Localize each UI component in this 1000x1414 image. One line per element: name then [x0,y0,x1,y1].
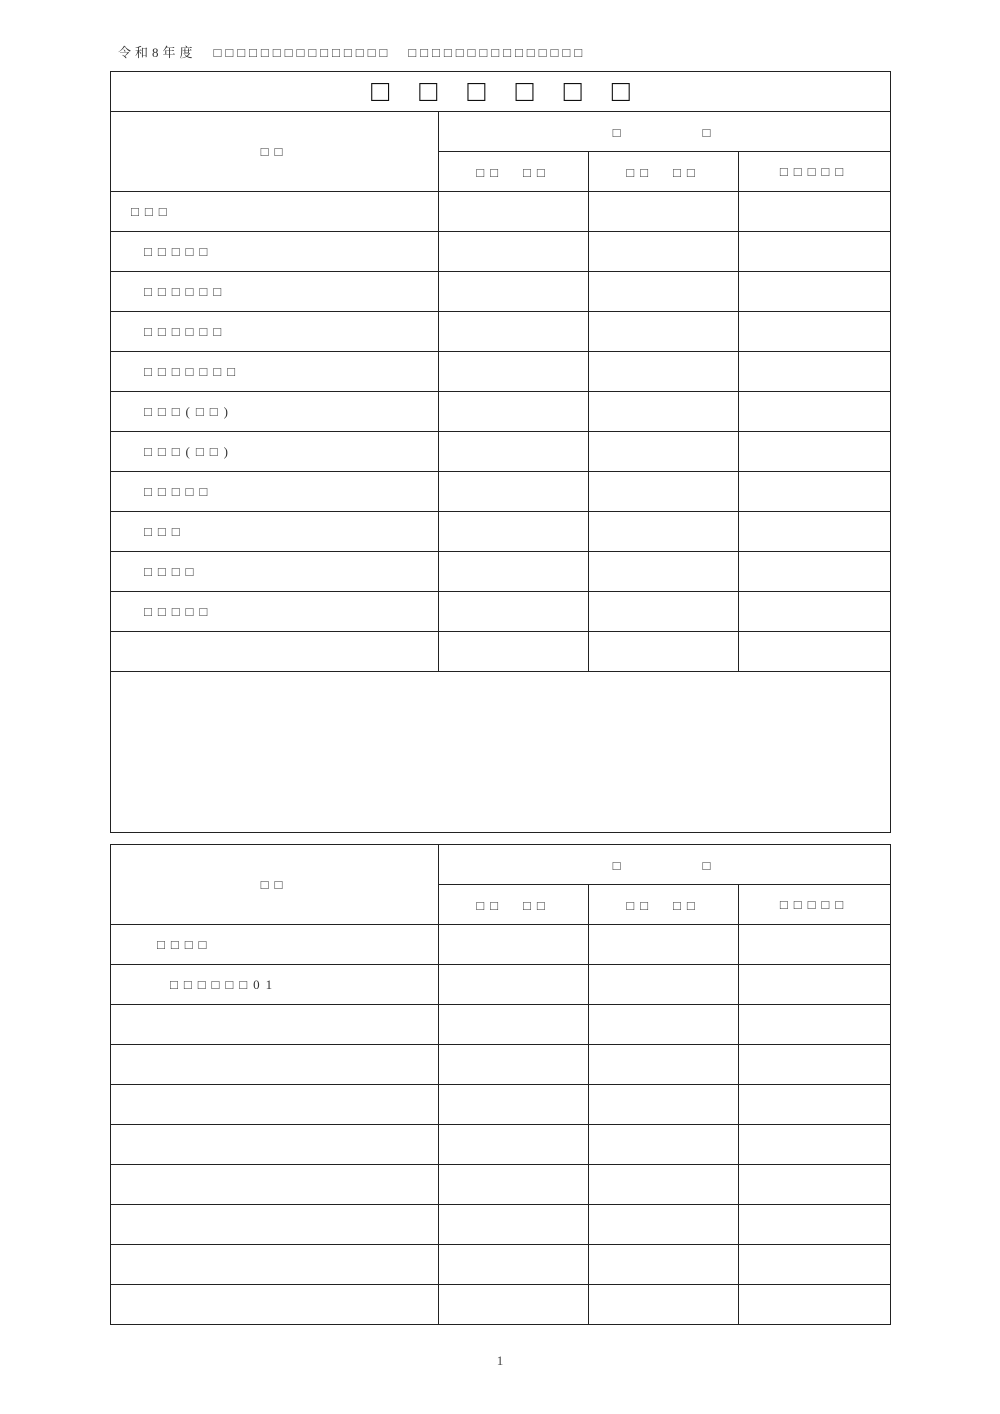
row-label: □□□□ [111,925,439,965]
table-row [111,272,891,312]
table-row [111,1045,891,1085]
table-row [111,965,891,1005]
document-header: 令和8年度 □□□□□□□□□□□□□□□ □□□□□□□□□□□□□□□ [118,45,587,60]
amount-cell[interactable] [439,272,589,312]
row-label [111,1205,439,1245]
amount-cell[interactable] [589,432,739,472]
row-label [111,1245,439,1285]
amount-cell[interactable] [589,1125,739,1165]
title-glyph: □ [611,74,630,108]
amount-cell[interactable] [589,392,739,432]
amount-cell[interactable] [739,192,891,232]
sub-header-3: □□□□□ [739,885,891,925]
table-row [111,232,891,272]
amount-cell[interactable] [739,272,891,312]
amount-cell[interactable] [589,1245,739,1285]
row-label: □□□(□□) [111,432,439,472]
table-row [111,352,891,392]
amount-cell[interactable] [589,472,739,512]
amount-cell[interactable] [739,925,891,965]
amount-cell[interactable] [439,432,589,472]
row-label [111,1085,439,1125]
amount-cell[interactable] [439,1045,589,1085]
amount-cell[interactable] [589,1085,739,1125]
amount-group-header: □ □ [439,112,891,152]
table-row [111,1285,891,1325]
amount-cell[interactable] [739,592,891,632]
title-glyph: □ [515,74,534,108]
amount-cell[interactable] [739,1045,891,1085]
table-row [111,392,891,432]
row-label: □□□□□ [111,592,439,632]
row-label: □□□ [111,512,439,552]
table-row [111,1125,891,1165]
amount-cell[interactable] [589,352,739,392]
amount-cell[interactable] [589,1045,739,1085]
amount-cell[interactable] [439,592,589,632]
row-label [111,1005,439,1045]
amount-cell[interactable] [439,512,589,552]
amount-cell[interactable] [739,1005,891,1045]
row-label [111,1285,439,1325]
sub-header-1: □□ □□ [439,885,589,925]
row-label [111,1045,439,1085]
table-row [111,1245,891,1285]
amount-cell[interactable] [439,1205,589,1245]
amount-cell[interactable] [439,1245,589,1285]
table-row [111,552,891,592]
amount-cell[interactable] [439,192,589,232]
form-title [111,72,891,112]
page-number: 1 [496,1353,504,1368]
amount-cell[interactable] [439,312,589,352]
title-glyph: □ [371,74,390,108]
amount-cell[interactable] [439,232,589,272]
row-label: □□□□□□□ [111,352,439,392]
table-row [111,925,891,965]
amount-cell[interactable] [439,1165,589,1205]
table-row [111,1085,891,1125]
row-label: □□□(□□) [111,392,439,432]
row-label: □□□□□□ [111,312,439,352]
amount-cell[interactable] [589,592,739,632]
item-column-header: □□ [111,112,439,192]
table-row [111,472,891,512]
title-glyph: □ [467,74,486,108]
item-column-header: □□ [111,845,439,925]
amount-cell[interactable] [739,512,891,552]
sub-header-3: □□□□□ [739,152,891,192]
amount-cell[interactable] [439,552,589,592]
sub-header-2: □□ □□ [589,152,739,192]
free-space [111,672,891,833]
row-label [111,632,439,672]
title-glyph: □ [563,74,582,108]
amount-cell[interactable] [739,1085,891,1125]
form-table-top [110,71,891,833]
amount-cell[interactable] [589,552,739,592]
table-row [111,312,891,352]
amount-cell[interactable] [589,512,739,552]
table-row [111,1005,891,1045]
form-table-bottom [110,844,891,1325]
amount-cell[interactable] [439,1005,589,1045]
row-label: □□□□□□01 [111,965,439,1005]
amount-cell[interactable] [589,232,739,272]
table-row [111,432,891,472]
amount-cell[interactable] [589,1005,739,1045]
amount-cell[interactable] [439,1285,589,1325]
amount-cell[interactable] [739,1245,891,1285]
amount-cell[interactable] [589,965,739,1005]
sub-header-1: □□ □□ [439,152,589,192]
amount-cell[interactable] [739,632,891,672]
amount-cell[interactable] [739,392,891,432]
free-space-row [111,672,891,833]
amount-group-header: □ □ [439,845,891,885]
table-row [111,1205,891,1245]
amount-cell[interactable] [739,472,891,512]
row-label [111,1125,439,1165]
amount-cell[interactable] [739,552,891,592]
amount-cell[interactable] [589,632,739,672]
row-label: □□□□□ [111,232,439,272]
table-row [111,192,891,232]
row-label: □□□□ [111,552,439,592]
amount-cell[interactable] [439,392,589,432]
amount-cell[interactable] [589,925,739,965]
amount-cell[interactable] [739,312,891,352]
amount-cell[interactable] [739,965,891,1005]
amount-cell[interactable] [589,1165,739,1205]
table-row [111,592,891,632]
table-row [111,512,891,552]
amount-cell[interactable] [439,925,589,965]
amount-cell[interactable] [439,352,589,392]
row-label: □□□□□ [111,472,439,512]
row-label: □□□□□□ [111,272,439,312]
table-row [111,1165,891,1205]
row-label [111,1165,439,1205]
amount-cell[interactable] [439,1125,589,1165]
amount-cell[interactable] [739,352,891,392]
amount-cell[interactable] [739,1125,891,1165]
amount-cell[interactable] [739,1165,891,1205]
amount-cell[interactable] [739,432,891,472]
amount-cell[interactable] [589,272,739,312]
amount-cell[interactable] [439,965,589,1005]
amount-cell[interactable] [589,312,739,352]
amount-cell[interactable] [739,1285,891,1325]
title-glyph: □ [419,74,438,108]
amount-cell[interactable] [439,632,589,672]
amount-cell[interactable] [739,1205,891,1245]
amount-cell[interactable] [589,1285,739,1325]
sub-header-2: □□ □□ [589,885,739,925]
amount-cell[interactable] [739,232,891,272]
amount-cell[interactable] [589,192,739,232]
amount-cell[interactable] [589,1205,739,1245]
row-label: □□□ [111,192,439,232]
table-row [111,632,891,672]
amount-cell[interactable] [439,1085,589,1125]
amount-cell[interactable] [439,472,589,512]
